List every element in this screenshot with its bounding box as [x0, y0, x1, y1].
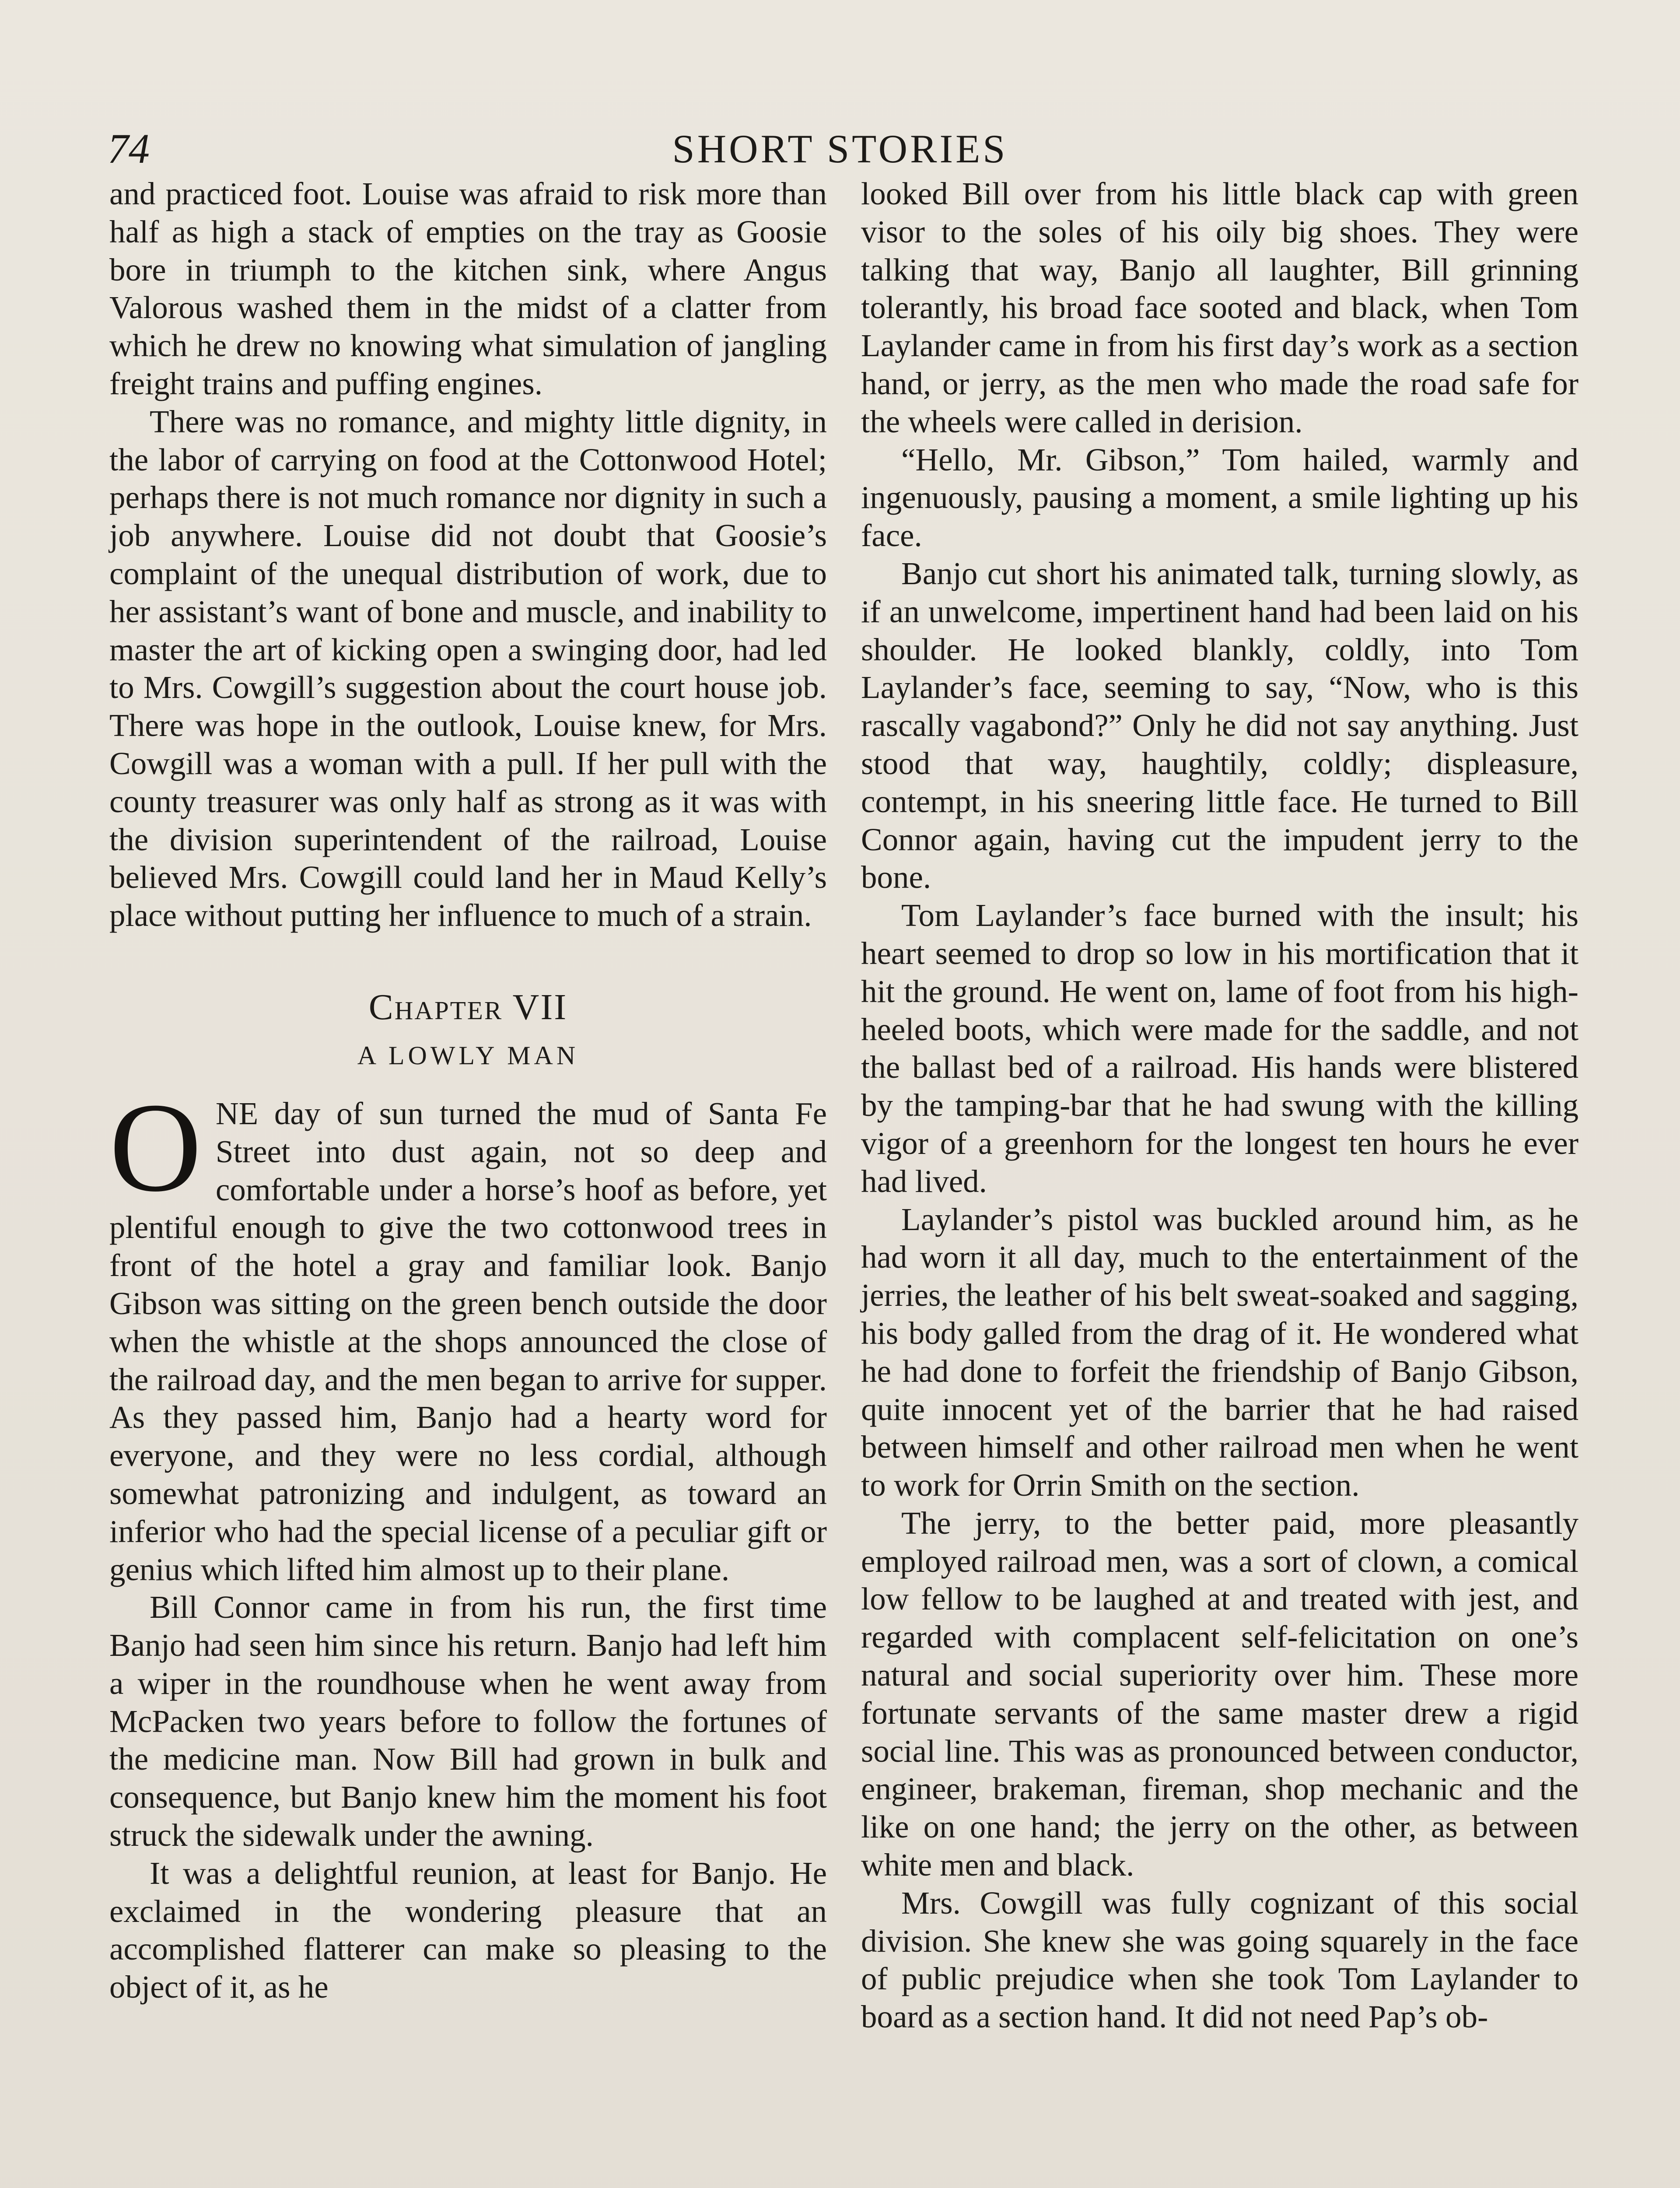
- paragraph: Laylander’s pistol was buckled around him, as he had worn it all day, much to the entertainment of the jerries, the leather of his belt sweat-soaked and sagging, his body galled from the drag of it. He wondered what he had done to forfeit the friendship of Banjo Gibson, quite innocent yet of the barrier that he had raised between himself and other railroad men when he went to work for Orrin Smith on the section.: [861, 1201, 1578, 1503]
- drop-cap: O: [109, 1076, 202, 1218]
- left-column: [109, 175, 827, 2006]
- paragraph: Mrs. Cowgill was fully cognizant of this social division. She knew she was going squarely in the face of public prejudice when she took Tom Laylander to board as a section hand. It did not need Pap’s ob-: [861, 1885, 1578, 2035]
- paragraph: “Hello, Mr. Gibson,” Tom hailed, warmly and ingenuously, pausing a moment, a smile lighting up his face.: [861, 442, 1578, 554]
- paragraph: There was no romance, and mighty little dignity, in the labor of carrying on food at the Cottonwood Hotel; perhaps there is not much romance nor dignity in such a job anywhere. Louise did not doubt that Goosie’s complaint of the unequal distribution of work, due to her assistant’s want of bone and muscle, and inability to master the art of kicking open a swinging door, had led to Mrs. Cowgill’s suggestion about the court house job. There was hope in the outlook, Louise knew, for Mrs. Cowgill was a woman with a pull. If her pull with the county treasurer was only half as strong as it was with the division superintendent of the railroad, Louise believed Mrs. Cowgill could land her in Maud Kelly’s place without putting her influence to much of a strain.: [109, 403, 827, 933]
- chapter-subtitle: A LOWLY MAN: [357, 1041, 579, 1070]
- paragraph: and practiced foot. Louise was afraid to risk more than half as high a stack of empties on the tray as Goosie bore in triumph to the kitchen sink, where Angus Valorous washed them in the midst of a clatter from which he drew no knowing what simulation of jangling freight trains and puffing engines.: [109, 176, 827, 401]
- page-header: [105, 116, 1575, 173]
- paragraph: Banjo cut short his animated talk, turning slowly, as if an unwelcome, impertinent hand had been laid on his shoulder. He looked blankly, coldly, into Tom Laylander’s face, seeming to say, “Now, who is this rascally vagabond?” Only he did not say anything. Just stood that way, haughtily, coldly; displeasure, contempt, in his sneering little face. He turned to Bill Connor again, having cut the impudent jerry to the bone.: [861, 555, 1578, 895]
- chapter-opening-paragraph: [109, 1076, 827, 1588]
- lead-word: NE: [215, 1095, 259, 1131]
- right-column: [861, 175, 1578, 2036]
- paragraph: Bill Connor came in from his run, the first time Banjo had seen him since his return. Banjo had left him a wiper in the roundhouse when he went away from McPacken two years before to follow the fortunes of the medicine man. Now Bill had grown in bulk and consequence, but Banjo knew him the moment his foot struck the sidewalk under the awning.: [109, 1589, 827, 1853]
- page-number: 74: [108, 125, 150, 172]
- paragraph: Tom Laylander’s face burned with the insult; his heart seemed to drop so low in his mortification that it hit the ground. He went on, lame of foot from his high-heeled boots, which were made for the saddle, and not the ballast bed of a railroad. His hands were blistered by the tamping-bar that he had swung with the killing vigor of a greenhorn for the longest ten hours he ever had lived.: [861, 898, 1578, 1199]
- paragraph: looked Bill over from his little black cap with green visor to the soles of his oily big shoes. They were talking that way, Banjo all laughter, Bill grinning tolerantly, his broad face sooted and black, when Tom Laylander came in from his first day’s work as a section hand, or jerry, as the men who made the road safe for the wheels were called in derision.: [861, 176, 1578, 439]
- paragraph: The jerry, to the better paid, more pleasantly employed railroad men, was a sort of clown, a comical low fellow to be laughed at and treated with jest, and regarded with complacent self-felicitation on one’s natural and social superiority over him. These more fortunate servants of the same master drew a rigid social line. This was as pronounced between conductor, engineer, brakeman, fireman, shop mechanic and the like on one hand; the jerry on the other, as between white men and black.: [861, 1505, 1578, 1883]
- paragraph-text: day of sun turned the mud of Santa Fe Street into dust again, not so deep and comfortable under a horse’s hoof as before, yet plentiful enough to give the two cottonwood trees in front of the hotel a gray and familiar look. Banjo Gibson was sitting on the green bench outside the door when the whistle at the shops announced the close of the railroad day, and the men began to arrive for supper. As they passed him, Banjo had a hearty word for everyone, and they were no less cordial, although somewhat patronizing and indulgent, as toward an inferior who had the special license of a peculiar gift or genius which lifted him almost up to their plane.: [109, 1095, 827, 1587]
- chapter-heading: Chapter VII: [368, 986, 568, 1027]
- paragraph: It was a delightful reunion, at least for Banjo. He exclaimed in the wondering pleasure that an accomplished flatterer can make so pleasing to the object of it, as he: [109, 1855, 827, 2005]
- running-head: SHORT STORIES: [672, 126, 1008, 171]
